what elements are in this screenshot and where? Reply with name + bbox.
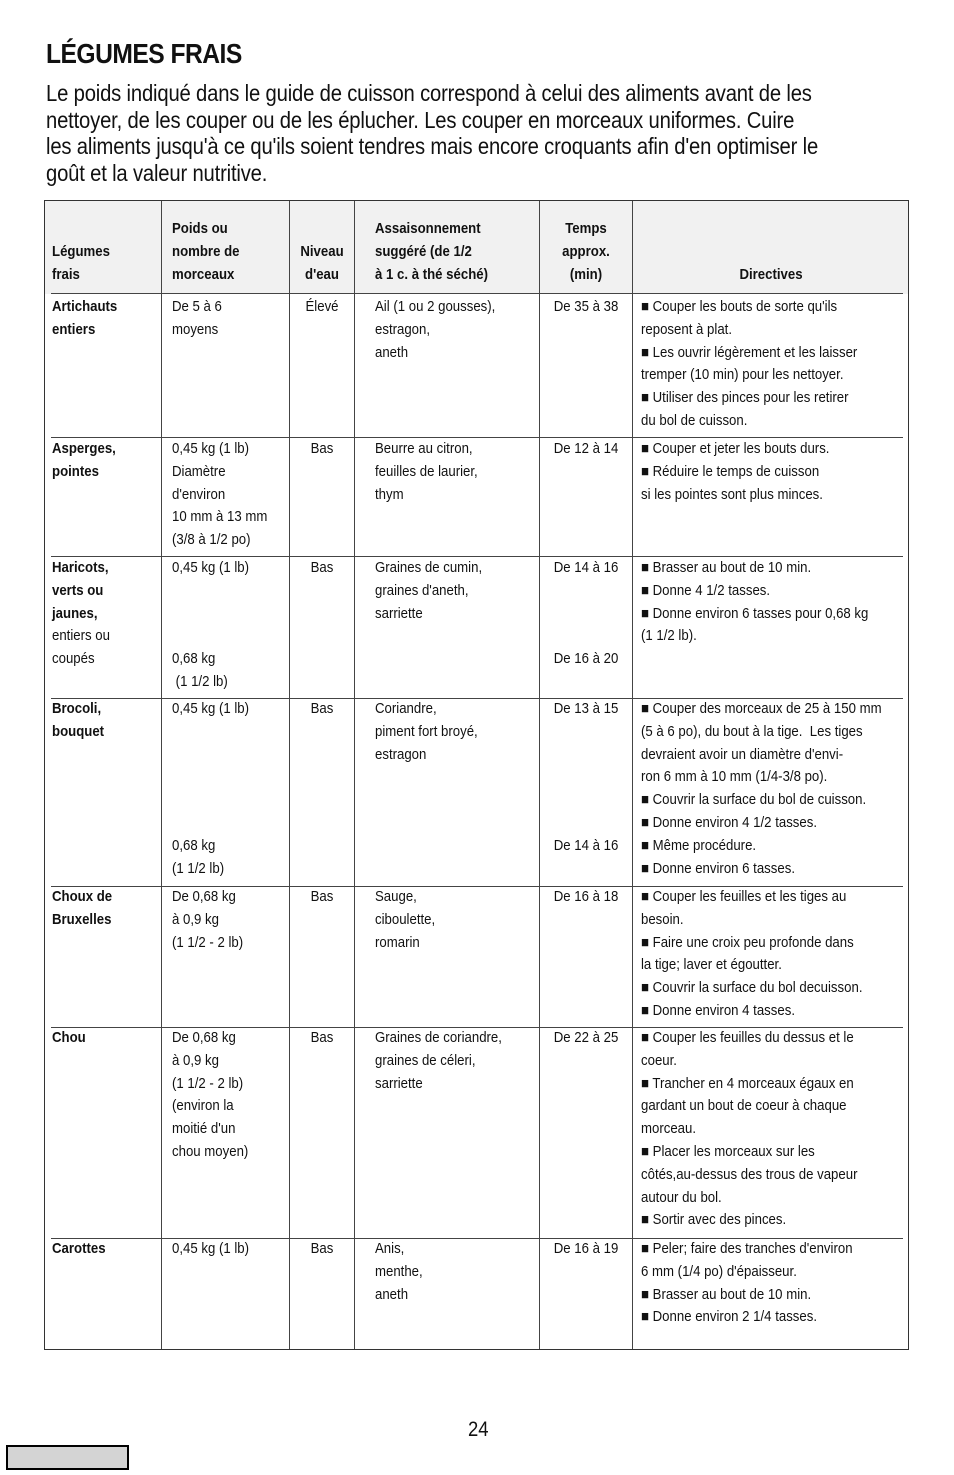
intro-line: goût et la valeur nutritive.: [46, 159, 268, 186]
header-weight: Poids ou nombre de morceaux: [172, 220, 240, 283]
weight-value: De 0,68 kg à 0,9 kg (1 1/2 - 2 lb): [172, 888, 244, 951]
directions-text: ■ Brasser au bout de 10 min. ■ Donne 4 1/2 tasses. ■ Donne environ 6 tasses pour 0,68 kg (1 1/2 lb).: [641, 559, 869, 645]
weight-value-alt: 0,68 kg (1 1/2 lb): [172, 837, 225, 877]
vegetable-name: Artichauts entiers: [52, 298, 118, 338]
intro-line: Le poids indiqué dans le guide de cuisson correspond à celui des aliments avant de les: [46, 80, 812, 106]
intro-line: les aliments jusqu'à ce qu'ils soient tendres mais encore croquants afin d'en optimiser le: [46, 133, 819, 159]
water-level: Bas: [310, 700, 334, 717]
water-level: Bas: [310, 440, 334, 457]
weight-value: 0,45 kg (1 lb): [172, 559, 250, 576]
seasoning-value: Graines de cumin, graines d'aneth, sarriette: [375, 559, 483, 622]
directions-text: ■ Couper et jeter les bouts durs. ■ Réduire le temps de cuisson si les pointes sont plus minces.: [641, 440, 830, 503]
cooking-time: De 12 à 14: [553, 440, 619, 457]
vegetable-name: Chou: [52, 1029, 86, 1046]
cooking-time: De 22 à 25: [553, 1029, 619, 1046]
header-seasoning: Assaisonnement suggéré (de 1/2 à 1 c. à thé séché): [375, 220, 488, 283]
page-title: LÉGUMES FRAIS: [46, 38, 242, 69]
cooking-time: De 35 à 38: [553, 298, 619, 315]
column-divider: [632, 201, 633, 1349]
directions-text: ■ Couper les feuilles et les tiges au besoin. ■ Faire une croix peu profonde dans la tige; laver et égoutter. ■ Couvrir la surface du bol decuisson. ■ Donne environ 4 tasses.: [641, 888, 863, 1019]
seasoning-value: Coriandre, piment fort broyé, estragon: [375, 700, 478, 763]
vegetable-name: Choux de Bruxelles: [52, 888, 113, 928]
header-water: Niveau d'eau: [300, 243, 344, 283]
seasoning-value: Anis, menthe, aneth: [375, 1240, 423, 1303]
cooking-time: De 14 à 16: [553, 559, 619, 576]
cooking-time: De 13 à 15: [553, 700, 619, 717]
vegetable-name: Asperges, pointes: [52, 440, 116, 480]
vegetable-name: Carottes: [52, 1240, 106, 1257]
directions-text: ■ Couper des morceaux de 25 à 150 mm (5 à 6 po), du bout à la tige. Les tiges devraient avoir un diamètre d'envi- ron 6 mm à 10 mm (1/4-3/8 po). ■ Couvrir la surface du bol de cuisson. ■ Donne environ 4 1/2 tasses. ■ Même procédure. ■ Donne environ 6 tasses.: [641, 700, 882, 877]
intro-paragraph: [46, 80, 908, 186]
header-time: Temps approx. (min): [562, 220, 610, 283]
header-directions: Directives: [739, 266, 803, 283]
weight-value: 0,45 kg (1 lb): [172, 700, 250, 717]
column-divider: [161, 201, 162, 1349]
column-divider: [539, 201, 540, 1349]
seasoning-value: Ail (1 ou 2 gousses), estragon, aneth: [375, 298, 496, 361]
vegetable-name: Brocoli, bouquet: [52, 700, 105, 740]
water-level: Bas: [310, 1029, 334, 1046]
seasoning-value: Graines de coriandre, graines de céleri, sarriette: [375, 1029, 502, 1092]
weight-value: 0,45 kg (1 lb) Diamètre d'environ 10 mm à 13 mm (3/8 à 1/2 po): [172, 440, 268, 549]
vegetable-detail: entiers ou coupés: [52, 627, 110, 667]
weight-value: De 0,68 kg à 0,9 kg (1 1/2 - 2 lb) (environ la moitié d'un chou moyen): [172, 1029, 249, 1160]
vegetable-name: Haricots, verts ou jaunes,: [52, 559, 109, 622]
cooking-time-alt: De 14 à 16: [553, 837, 619, 854]
water-level: Bas: [310, 888, 334, 905]
directions-text: ■ Peler; faire des tranches d'environ 6 mm (1/4 po) d'épaisseur. ■ Brasser au bout de 10 min. ■ Donne environ 2 1/4 tasses.: [641, 1240, 853, 1326]
weight-value: De 5 à 6 moyens: [172, 298, 222, 338]
water-level: Bas: [310, 559, 334, 576]
directions-text: ■ Couper les feuilles du dessus et le coeur. ■ Trancher en 4 morceaux égaux en gardant un bout de coeur à chaque morceau. ■ Placer les morceaux sur les côtés,au-dessus des trous de vapeur autour du bol. ■ Sortir avec des pinces.: [641, 1029, 858, 1229]
row-divider: [51, 293, 903, 294]
page-number: 24: [468, 1418, 489, 1441]
cooking-table: [44, 200, 909, 1350]
water-level: Bas: [310, 1240, 334, 1257]
seasoning-value: Beurre au citron, feuilles de laurier, thym: [375, 440, 478, 503]
water-level: Élevé: [305, 298, 339, 315]
intro-line: nettoyer, de les couper ou de les éplucher. Les couper en morceaux uniformes. Cuire: [46, 106, 795, 133]
column-divider: [289, 201, 290, 1349]
seasoning-value: Sauge, ciboulette, romarin: [375, 888, 436, 951]
header-vegetable: Légumes frais: [52, 243, 110, 283]
cooking-time: De 16 à 18: [553, 888, 619, 905]
cooking-time: De 16 à 19: [553, 1240, 619, 1257]
directions-text: ■ Couper les bouts de sorte qu'ils reposent à plat. ■ Les ouvrir légèrement et les laisser tremper (10 min) pour les nettoyer. ■ Utiliser des pinces pour les retirer du bol de cuisson.: [641, 298, 858, 429]
cooking-time-alt: De 16 à 20: [553, 650, 619, 667]
column-divider: [354, 201, 355, 1349]
weight-value: 0,45 kg (1 lb): [172, 1240, 250, 1257]
corner-box: [6, 1445, 129, 1470]
weight-value-alt: 0,68 kg (1 1/2 lb): [172, 650, 228, 690]
